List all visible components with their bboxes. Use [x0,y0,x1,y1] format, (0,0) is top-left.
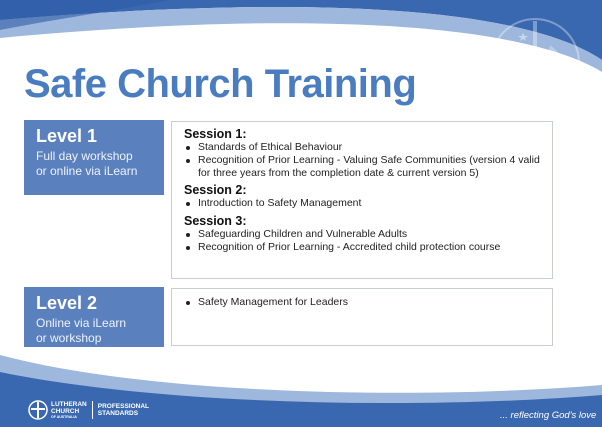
division-name-line: PROFESSIONAL [97,402,150,410]
level-description-line: Full day workshop [36,149,133,163]
list-item [184,197,552,210]
level-description-line: Online via iLearn [36,316,127,330]
list-item [184,228,552,241]
list-item-text: Standards of Ethical Behaviour [198,141,343,153]
level-description-line: or online via iLearn [36,164,138,178]
bullet-dot-icon [186,159,190,163]
level-2-box [24,287,164,347]
session-1-list [184,141,552,179]
page-title: Safe Church Training [24,62,417,106]
southern-cross-emblem-icon [475,15,595,110]
logo-name [51,401,87,419]
list-item-text: Recognition of Prior Learning - Accredited child protection course [198,240,501,253]
list-item [184,241,552,254]
lutheran-church-logo [28,400,149,420]
lutheran-cross-icon [28,400,48,420]
session-2-list [184,197,552,210]
logo-name-line: LUTHERAN [51,401,87,408]
list-item [184,296,552,309]
division-name-line: STANDARDS [97,410,139,417]
level-name: Level 1 [36,126,98,146]
list-item [184,154,552,180]
bullet-dot-icon [186,246,190,250]
level-1-box [24,120,164,195]
session-title: Session 2: [184,183,247,198]
bullet-dot-icon [186,233,190,237]
session-title: Session 1: [184,127,247,141]
list-item-text: Safety Management for Leaders [198,296,349,308]
tagline: ... reflecting God's love [500,410,597,421]
level-description-line: or workshop [36,331,102,345]
level-name: Level 2 [36,293,98,313]
level-2-content-box [171,288,553,346]
logo-name-line: OF AUSTRALIA [51,415,77,419]
list-item-text: Recognition of Prior Learning - Valuing Safe Communities (version 4 valid for three years from the completion date & current version 5) [198,153,540,179]
list-item-text: Safeguarding Children and Vulnerable Adults [198,228,408,241]
logo-divider [92,401,93,419]
level-2-list [184,296,552,309]
division-name [98,403,149,418]
session-3-list [184,228,552,254]
bullet-dot-icon [186,202,190,206]
session-title: Session 3: [184,214,247,229]
logo-name-line: CHURCH [51,408,80,415]
bullet-dot-icon [186,301,190,305]
list-item [184,141,552,154]
bullet-dot-icon [186,146,190,150]
list-item-text: Introduction to Safety Management [198,197,362,210]
level-1-sessions-box [171,121,553,279]
